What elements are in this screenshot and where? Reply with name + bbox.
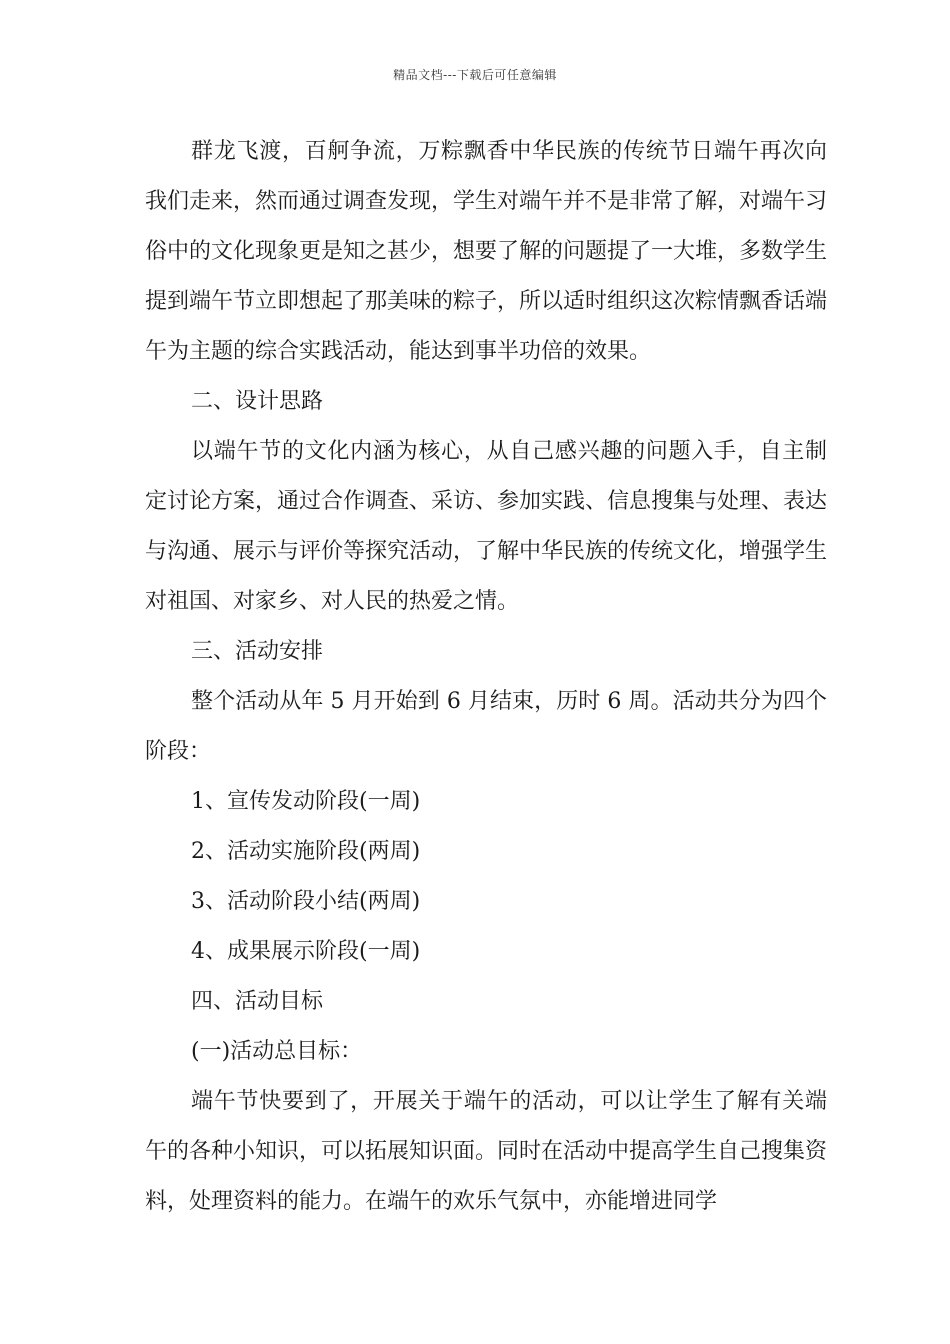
goals-paragraph: 端午节快要到了，开展关于端午的活动，可以让学生了解有关端午的各种小知识，可以拓展知识面。同时在活动中提高学生自己搜集资料，处理资料的能力。在端午的欢乐气氛中，亦能增进同学 bbox=[145, 1089, 828, 1214]
document-body bbox=[145, 127, 827, 1227]
section-heading-design: 二、设计思路 bbox=[191, 389, 324, 414]
subsection-heading-overall-goal: (一)活动总目标： bbox=[191, 1039, 363, 1064]
stage-item: 4、成果展示阶段(一周) bbox=[191, 939, 421, 964]
section-heading-goals: 四、活动目标 bbox=[191, 989, 324, 1014]
stage-item: 2、活动实施阶段(两周) bbox=[191, 839, 421, 864]
arrangement-paragraph: 整个活动从年 5 月开始到 6 月结束，历时 6 周。活动共分为四个阶段： bbox=[145, 689, 827, 764]
page-header: 精品文档---下载后可任意编辑 bbox=[393, 68, 557, 82]
stage-item: 1、宣传发动阶段(一周) bbox=[191, 789, 421, 814]
intro-paragraph: 群龙飞渡，百舸争流，万粽飘香中华民族的传统节日端午再次向我们走来，然而通过调查发现，学生对端午并不是非常了解，对端午习俗中的文化现象更是知之甚少，想要了解的问题提了一大堆，多数学生提到端午节立即想起了那美味的粽子，所以适时组织这次粽情飘香话端午为主题的综合实践活动，能达到事半功倍的效果。 bbox=[145, 139, 828, 364]
section-heading-arrangement: 三、活动安排 bbox=[191, 639, 324, 664]
design-paragraph: 以端午节的文化内涵为核心，从自己感兴趣的问题入手，自主制定讨论方案，通过合作调查、采访、参加实践、信息搜集与处理、表达与沟通、展示与评价等探究活动，了解中华民族的传统文化，增强学生对祖国、对家乡、对人民的热爱之情。 bbox=[145, 439, 828, 614]
stage-item: 3、活动阶段小结(两周) bbox=[191, 889, 421, 914]
